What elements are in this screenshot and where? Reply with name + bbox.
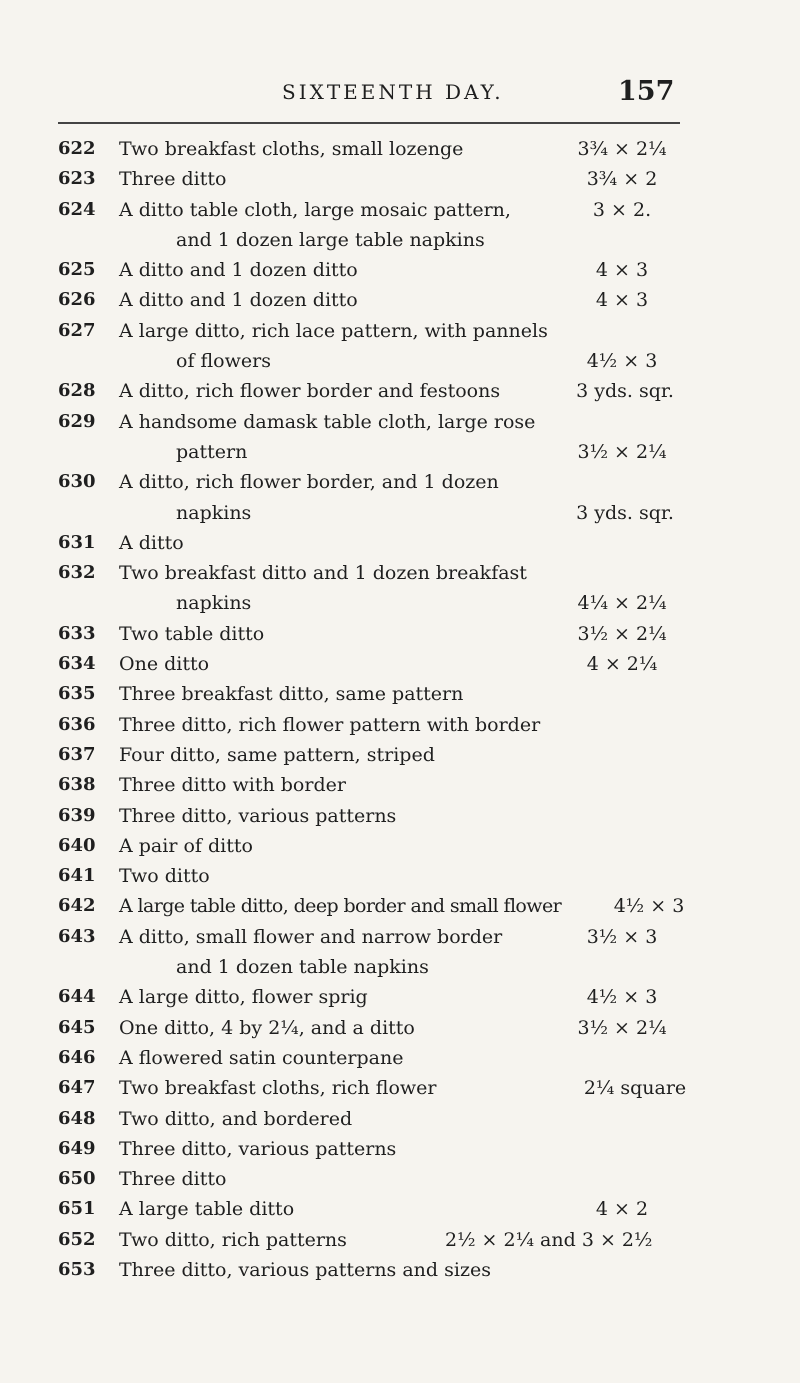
lot-line (0, 1134, 800, 1164)
lot-line-continuation (0, 952, 800, 982)
lot-dimensions: 3 yds. sqr. (576, 501, 674, 524)
lot-number: 622 (58, 138, 96, 159)
lot-line (0, 1104, 800, 1134)
lot-number: 628 (58, 380, 96, 402)
lot-description: Two ditto, rich patterns (119, 1228, 347, 1251)
lot-line (0, 891, 800, 921)
lot-line (0, 710, 800, 740)
lot-description: A large table ditto (119, 1198, 295, 1221)
lot-line (0, 679, 800, 709)
lot-dimensions: 2½ × 2¼ and 3 × 2½ (445, 1228, 653, 1251)
lot-number: 652 (58, 1228, 96, 1250)
lot-description: Three ditto (119, 1168, 227, 1191)
lot-dimensions: 3½ × 2¼ (577, 622, 667, 645)
lot-description: Three ditto, various patterns (119, 804, 397, 827)
lot-line (0, 1194, 800, 1224)
lot-line (0, 134, 800, 164)
lot-description: of flowers (176, 350, 271, 373)
lot-description: Two breakfast ditto and 1 dozen breakfast (119, 562, 527, 585)
lot-description: A ditto (119, 531, 184, 554)
lot-description: A pair of ditto (119, 834, 253, 857)
lot-dimensions: 3 × 2. (592, 198, 652, 221)
lot-description: Two breakfast cloths, rich flower (119, 1077, 437, 1100)
lot-line (0, 982, 800, 1012)
lot-list (0, 134, 800, 1285)
lot-dimensions: 2¼ square (583, 1077, 687, 1100)
lot-description: A flowered satin counterpane (119, 1046, 404, 1069)
lot-dimensions: 3½ × 2¼ (577, 440, 667, 463)
lot-number: 645 (58, 1016, 96, 1038)
lot-line (0, 1073, 800, 1103)
lot-line (0, 1164, 800, 1194)
lot-description: Three ditto (119, 168, 227, 191)
lot-description: A handsome damask table cloth, large rose (119, 410, 536, 433)
lot-number: 640 (58, 834, 96, 856)
lot-description: A large ditto, flower sprig (119, 986, 368, 1009)
page-header (0, 76, 800, 120)
lot-description: A ditto table cloth, large mosaic pattern, (119, 198, 511, 221)
lot-dimensions: 4½ × 3 (613, 895, 685, 918)
lot-number: 626 (58, 289, 96, 311)
lot-description: Two table ditto (119, 622, 265, 645)
lot-line (0, 619, 800, 649)
lot-description: Two ditto, and bordered (119, 1107, 353, 1130)
lot-description: Three breakfast ditto, same pattern (119, 683, 464, 706)
lot-number: 648 (58, 1107, 96, 1129)
lot-number: 625 (58, 259, 96, 281)
lot-line (0, 861, 800, 891)
lot-description: One ditto (119, 653, 210, 676)
lot-number: 627 (58, 319, 96, 341)
lot-line (0, 407, 800, 437)
lot-dimensions: 4 × 2¼ (586, 653, 658, 676)
lot-line (0, 801, 800, 831)
lot-number: 653 (58, 1258, 96, 1280)
lot-dimensions: 4 × 3 (595, 289, 649, 312)
lot-description: pattern (176, 440, 248, 463)
lot-description: A ditto and 1 dozen ditto (119, 259, 358, 282)
lot-line (0, 831, 800, 861)
lot-line (0, 922, 800, 952)
lot-number: 649 (58, 1137, 96, 1159)
lot-line (0, 558, 800, 588)
lot-line (0, 164, 800, 194)
lot-description: and 1 dozen large table napkins (176, 228, 485, 251)
lot-line (0, 1013, 800, 1043)
lot-number: 638 (58, 774, 96, 796)
lot-number: 647 (58, 1077, 96, 1099)
lot-description: Four ditto, same pattern, striped (119, 743, 435, 766)
lot-description: napkins (176, 501, 252, 524)
lot-number: 632 (58, 562, 96, 584)
lot-number: 642 (58, 895, 96, 917)
lot-number: 630 (58, 471, 96, 493)
lot-description: Two ditto (119, 865, 210, 888)
lot-line-continuation (0, 588, 800, 618)
page-number: 157 (618, 76, 675, 107)
lot-number: 643 (58, 925, 96, 947)
lot-number: 629 (58, 410, 96, 432)
lot-description: napkins (176, 592, 252, 615)
lot-dimensions: 4½ × 3 (586, 986, 658, 1009)
lot-line-continuation (0, 437, 800, 467)
lot-description: A ditto, rich flower border and festoons (119, 380, 501, 403)
lot-description: Three ditto, rich flower pattern with border (119, 713, 541, 736)
running-head: SIXTEENTH DAY. (282, 80, 504, 104)
lot-dimensions: 3½ × 2¼ (577, 1016, 667, 1039)
lot-line (0, 649, 800, 679)
lot-description: Two breakfast cloths, small lozenge (119, 138, 464, 160)
lot-line (0, 195, 800, 225)
lot-line (0, 376, 800, 406)
lot-number: 624 (58, 198, 96, 220)
lot-number: 633 (58, 622, 96, 644)
lot-number: 646 (58, 1046, 96, 1068)
lot-line (0, 1043, 800, 1073)
lot-line (0, 1255, 800, 1285)
lot-number: 631 (58, 531, 96, 553)
header-rule (58, 122, 680, 124)
lot-line (0, 740, 800, 770)
lot-dimensions: 3¾ × 2¼ (577, 138, 667, 160)
lot-description: A large ditto, rich lace pattern, with pannels (119, 319, 548, 342)
lot-number: 641 (58, 865, 96, 887)
lot-description: A ditto and 1 dozen ditto (119, 289, 358, 312)
lot-number: 651 (58, 1198, 96, 1220)
lot-line (0, 255, 800, 285)
lot-number: 637 (58, 743, 96, 765)
lot-dimensions: 4¼ × 2¼ (577, 592, 667, 615)
lot-line (0, 285, 800, 315)
lot-line (0, 1225, 800, 1255)
lot-dimensions: 4½ × 3 (586, 350, 658, 373)
lot-line (0, 528, 800, 558)
lot-description: A large table ditto, deep border and small flower (119, 895, 562, 918)
lot-line-continuation (0, 498, 800, 528)
lot-number: 650 (58, 1168, 96, 1190)
lot-line (0, 467, 800, 497)
lot-description: A ditto, small flower and narrow border (119, 925, 503, 948)
lot-dimensions: 4 × 3 (595, 259, 649, 282)
lot-description: A ditto, rich flower border, and 1 dozen (119, 471, 499, 494)
lot-number: 639 (58, 804, 96, 826)
lot-description: One ditto, 4 by 2¼, and a ditto (119, 1016, 415, 1039)
lot-number: 623 (58, 168, 96, 190)
lot-description: Three ditto with border (119, 774, 346, 797)
lot-line-continuation (0, 346, 800, 376)
lot-number: 636 (58, 713, 96, 735)
lot-dimensions: 3 yds. sqr. (576, 380, 674, 403)
lot-description: Three ditto, various patterns (119, 1137, 397, 1160)
lot-description: Three ditto, various patterns and sizes (119, 1258, 491, 1281)
lot-number: 644 (58, 986, 96, 1008)
lot-description: and 1 dozen table napkins (176, 956, 429, 979)
lot-line-continuation (0, 225, 800, 255)
lot-line (0, 316, 800, 346)
lot-line (0, 770, 800, 800)
lot-dimensions: 3¾ × 2 (586, 168, 658, 191)
lot-number: 635 (58, 683, 96, 705)
lot-dimensions: 4 × 2 (595, 1198, 649, 1221)
lot-dimensions: 3½ × 3 (586, 925, 658, 948)
lot-number: 634 (58, 653, 96, 675)
